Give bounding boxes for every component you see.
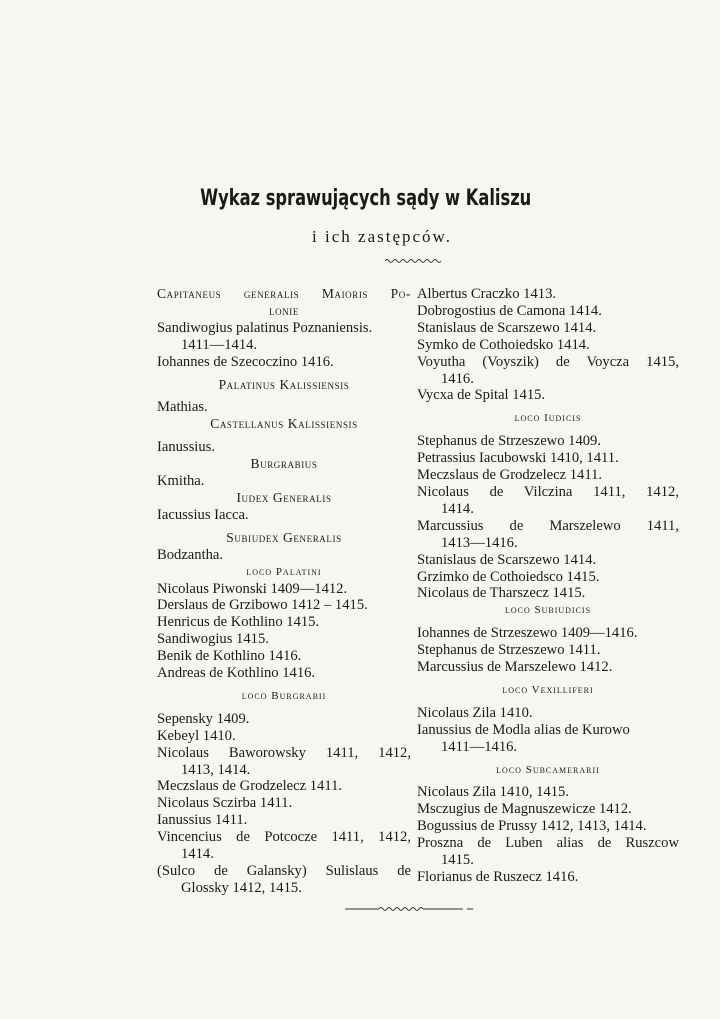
section-heading: loco Palatini xyxy=(246,565,322,578)
entry-line: Stanislaus de Scarszewo 1414. xyxy=(417,551,597,568)
entry-continuation: 1414. xyxy=(441,500,474,517)
section-heading: loco Subcamerarii xyxy=(496,763,600,776)
ornament-divider xyxy=(385,257,443,265)
entry-line: Derslaus de Grzibowo 1412 – 1415. xyxy=(157,597,368,614)
entry-line: Ianussius. xyxy=(157,439,215,456)
entry-line: (Sulco de Galansky) Sulislaus de xyxy=(157,863,411,879)
entry-continuation: 1415. xyxy=(441,852,474,869)
entry-line: Sepensky 1409. xyxy=(157,710,250,727)
entry-line: Meczslaus de Grodzelecz 1411. xyxy=(157,778,343,795)
section-heading: Castellanus Kalissiensis xyxy=(210,416,358,432)
left-column xyxy=(157,286,411,897)
entry-line: Symko de Cothoiedsko 1414. xyxy=(417,336,590,353)
entry-line: Iohannes de Szecoczino 1416. xyxy=(157,353,334,370)
section-heading: Burgrabius xyxy=(250,456,318,472)
entry-line: Bogussius de Prussy 1412, 1413, 1414. xyxy=(417,818,647,835)
entry-continuation: 1416. xyxy=(441,370,474,387)
entry-line: Nicolaus Sczirba 1411. xyxy=(157,795,293,812)
entry-line: Nicolaus de Tharszecz 1415. xyxy=(417,585,586,602)
entry-line: Proszna de Luben alias de Ruszcow xyxy=(417,835,679,852)
entry-line: Voyutha (Voyszik) de Voycza 1415, xyxy=(417,353,679,370)
end-ornament xyxy=(345,905,475,913)
entry-line: Grzimko de Cothoiedsco 1415. xyxy=(417,568,600,585)
entry-continuation: 1413, 1414. xyxy=(181,761,251,778)
entry-line: Bodzantha. xyxy=(157,546,224,563)
section-heading: lonie xyxy=(269,302,299,318)
entry-line: Dobrogostius de Camona 1414. xyxy=(417,302,602,319)
section-heading: loco Burgrabii xyxy=(241,689,327,702)
section-heading: loco Vexilliferi xyxy=(502,683,594,696)
entry-line: Iohannes de Strzeszewo 1409—1416. xyxy=(417,625,638,642)
entry-line: Stephanus de Strzeszewo 1409. xyxy=(417,433,602,450)
section-heading: Iudex Generalis xyxy=(236,489,332,505)
entry-line: Nicolaus Baworowsky 1411, 1412, xyxy=(157,744,411,761)
entry-line: Benik de Kothlino 1416. xyxy=(157,648,302,665)
entry-line: Ianussius 1411. xyxy=(157,812,248,829)
entry-line: Kmitha. xyxy=(157,473,205,490)
entry-line: Msczugius de Magnuszewicze 1412. xyxy=(417,801,632,818)
entry-line: Nicolaus Piwonski 1409—1412. xyxy=(157,580,348,597)
entry-line: Marcussius de Marszelewo 1412. xyxy=(417,659,613,676)
section-heading: Subiudex Generalis xyxy=(226,529,342,545)
entry-line: Kebeyl 1410. xyxy=(157,727,236,744)
entry-line: Nicolaus Zila 1410, 1415. xyxy=(417,784,569,801)
section-heading: loco Iudicis xyxy=(514,412,582,425)
entry-line: Sandiwogius 1415. xyxy=(157,631,269,648)
page-title: Wykaz sprawujących sądy w Kaliszu xyxy=(200,186,532,211)
entry-continuation: 1411—1414. xyxy=(181,336,258,353)
section-heading: loco Subiudicis xyxy=(504,604,592,617)
page-subtitle: i ich zastępców. xyxy=(312,227,452,246)
entry-line: Henricus de Kothlino 1415. xyxy=(157,614,320,631)
entry-line: Albertus Craczko 1413. xyxy=(417,286,557,302)
entry-line: Mathias. xyxy=(157,399,208,416)
entry-line: Marcussius de Marszelewo 1411, xyxy=(417,517,679,534)
entry-continuation: 1413—1416. xyxy=(441,534,518,551)
entry-line: Iacussius Iacca. xyxy=(157,506,249,523)
section-heading: Palatinus Kalissiensis xyxy=(218,376,350,392)
section-heading: Capitaneus generalis Maioris Po- xyxy=(157,286,411,301)
entry-line: Vincencius de Potcocze 1411, 1412, xyxy=(157,829,411,846)
entry-line: Petrassius Iacubowski 1410, 1411. xyxy=(417,450,619,467)
entry-continuation: Glossky 1412, 1415. xyxy=(181,879,302,896)
entry-line: Sandiwogius palatinus Poznaniensis. xyxy=(157,319,373,336)
entry-line: Nicolaus Zila 1410. xyxy=(417,704,533,721)
entry-line: Vycxa de Spital 1415. xyxy=(417,387,546,404)
right-column xyxy=(417,286,679,886)
entry-continuation: 1411—1416. xyxy=(441,738,518,755)
entry-continuation: 1414. xyxy=(181,846,214,863)
entry-line: Nicolaus de Vilczina 1411, 1412, xyxy=(417,483,679,500)
entry-line: Ianussius de Modla alias de Kurowo xyxy=(417,721,630,738)
entry-line: Andreas de Kothlino 1416. xyxy=(157,665,316,682)
entry-line: Florianus de Ruszecz 1416. xyxy=(417,869,579,885)
entry-line: Meczslaus de Grodzelecz 1411. xyxy=(417,467,603,484)
entry-line: Stanislaus de Scarszewo 1414. xyxy=(417,319,597,336)
entry-line: Stephanus de Strzeszewo 1411. xyxy=(417,642,601,659)
